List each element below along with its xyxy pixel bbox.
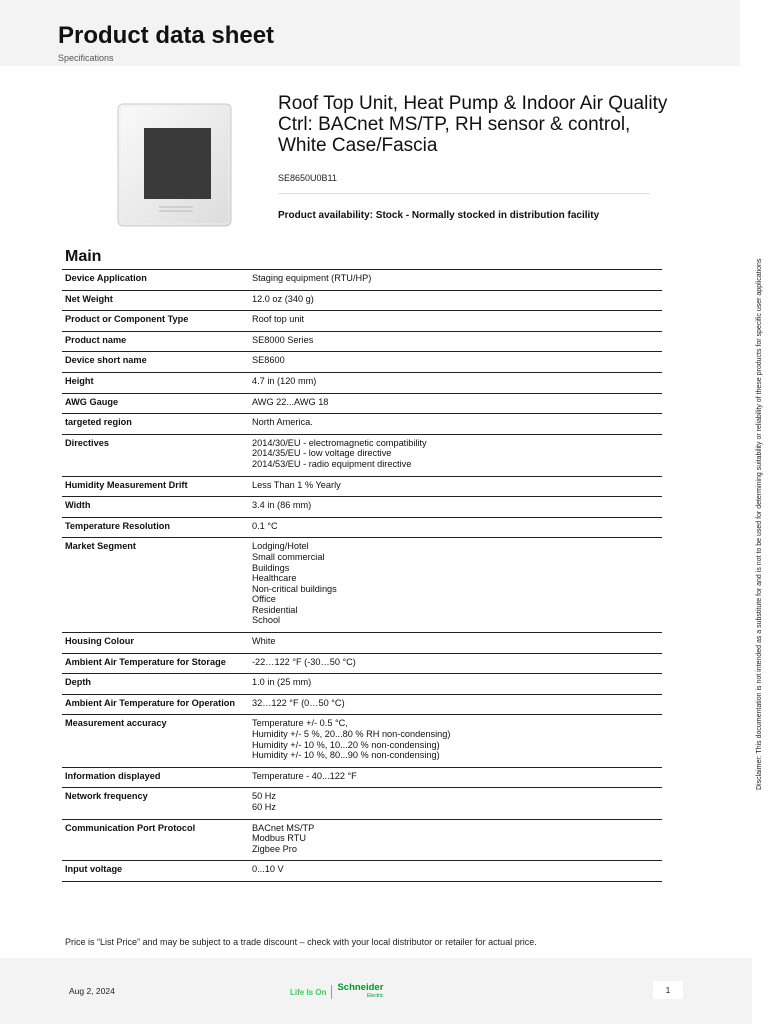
table-row	[62, 414, 662, 435]
spec-value	[249, 517, 662, 538]
spec-value-line: 32…122 °F (0…50 °C)	[252, 697, 345, 708]
spec-label: Input voltage	[62, 861, 249, 882]
spec-value-line: Less Than 1 % Yearly	[252, 479, 341, 490]
spec-value	[249, 290, 662, 311]
spec-value-line: Non-critical buildings	[252, 583, 337, 594]
table-row	[62, 476, 662, 497]
spec-value	[249, 311, 662, 332]
disclaimer-container	[744, 258, 768, 790]
table-row	[62, 290, 662, 311]
disclaimer-text: Disclaimer: This documentation is not intended as a substitute for and is not to be used for determining suitability or reliability of these products for specific user applications	[756, 258, 763, 790]
table-row	[62, 819, 662, 861]
page-number: 1	[653, 981, 683, 999]
spec-value-line: Buildings	[252, 562, 290, 573]
spec-value	[249, 674, 662, 695]
spec-label: targeted region	[62, 414, 249, 435]
section-title-main: Main	[65, 248, 102, 265]
spec-label: Humidity Measurement Drift	[62, 476, 249, 497]
product-availability: Product availability: Stock - Normally stocked in distribution facility	[278, 210, 600, 221]
table-row	[62, 497, 662, 518]
spec-value	[249, 270, 662, 291]
spec-value	[249, 476, 662, 497]
spec-value-line: Humidity +/- 10 %, 80...90 % non-condensing)	[252, 750, 440, 761]
table-row	[62, 694, 662, 715]
spec-value-line: AWG 22...AWG 18	[252, 396, 329, 407]
spec-value-line: 4.7 in (120 mm)	[252, 375, 317, 386]
spec-value	[249, 352, 662, 373]
spec-value-line: Temperature - 40...122 °F	[252, 770, 357, 781]
spec-value-line: 2014/53/EU - radio equipment directive	[252, 458, 412, 469]
spec-value-line: Temperature +/- 0.5 °C,	[252, 718, 348, 729]
tagline: Life Is On	[290, 987, 327, 997]
table-row	[62, 653, 662, 674]
page-subtitle: Specifications	[58, 53, 114, 63]
spec-label: Ambient Air Temperature for Storage	[62, 653, 249, 674]
spec-label: Depth	[62, 674, 249, 695]
spec-value	[249, 633, 662, 654]
page-title: Product data sheet	[58, 22, 275, 49]
table-row	[62, 517, 662, 538]
spec-value-line: Humidity +/- 10 %, 10...20 % non-condensing)	[252, 739, 440, 750]
spec-value	[249, 653, 662, 674]
spec-label: Width	[62, 497, 249, 518]
spec-value	[249, 393, 662, 414]
spec-value	[249, 372, 662, 393]
spec-label: Device short name	[62, 352, 249, 373]
spec-value	[249, 538, 662, 633]
spec-label: Ambient Air Temperature for Operation	[62, 694, 249, 715]
table-row	[62, 270, 662, 291]
brand-subname: Electric	[366, 993, 384, 999]
spec-value-line: North America.	[252, 417, 313, 428]
spec-value-line: 3.4 in (86 mm)	[252, 500, 312, 511]
spec-value-line: Healthcare	[252, 573, 297, 584]
spec-value-line: Modbus RTU	[252, 833, 306, 844]
spec-label: Network frequency	[62, 788, 249, 819]
product-title: Roof Top Unit, Heat Pump & Indoor Air Quality Ctrl: BACnet MS/TP, RH sensor & control, White Case/Fascia	[278, 93, 668, 156]
spec-value-line: Small commercial	[252, 551, 325, 562]
spec-value-line: 1.0 in (25 mm)	[252, 677, 312, 688]
spec-value	[249, 788, 662, 819]
spec-value	[249, 767, 662, 788]
spec-table	[62, 269, 662, 882]
table-row	[62, 331, 662, 352]
spec-label: Market Segment	[62, 538, 249, 633]
spec-label: Temperature Resolution	[62, 517, 249, 538]
spec-value	[249, 715, 662, 767]
spec-value-line: SE8600	[252, 355, 285, 366]
spec-label: Housing Colour	[62, 633, 249, 654]
table-row	[62, 372, 662, 393]
spec-label: Net Weight	[62, 290, 249, 311]
spec-label: Product or Component Type	[62, 311, 249, 332]
spec-value-line: 60 Hz	[252, 802, 277, 812]
table-row	[62, 788, 662, 819]
product-sku: SE8650U0B11	[278, 173, 337, 183]
spec-value-line: 0...10 V	[252, 864, 284, 875]
spec-value-line: 2014/35/EU - low voltage directive	[252, 448, 392, 459]
spec-label: AWG Gauge	[62, 393, 249, 414]
spec-value-line: 12.0 oz (340 g)	[252, 293, 314, 304]
brand-logo	[290, 982, 383, 1002]
table-row	[62, 633, 662, 654]
spec-value-line: Roof top unit	[252, 314, 305, 325]
spec-value	[249, 331, 662, 352]
footer-date: Aug 2, 2024	[69, 986, 115, 996]
table-row	[62, 715, 662, 767]
product-image	[117, 103, 232, 227]
spec-value-line: Lodging/Hotel	[252, 541, 309, 552]
spec-value-line: -22…122 °F (-30…50 °C)	[252, 656, 356, 667]
table-row	[62, 434, 662, 476]
spec-table-body	[62, 270, 662, 882]
spec-value-line: Residential	[252, 604, 298, 615]
spec-value-line: Office	[252, 594, 276, 605]
brand-name: Schneider	[337, 982, 384, 993]
spec-value-line: 50 Hz	[252, 791, 277, 802]
spec-label: Information displayed	[62, 767, 249, 788]
spec-value-line: 2014/30/EU - electromagnetic compatibility	[252, 437, 427, 448]
spec-value-line: BACnet MS/TP	[252, 822, 315, 833]
spec-label: Measurement accuracy	[62, 715, 249, 767]
table-row	[62, 538, 662, 633]
spec-label: Height	[62, 372, 249, 393]
spec-label: Communication Port Protocol	[62, 819, 249, 861]
spec-label: Device Application	[62, 270, 249, 291]
price-footnote: Price is “List Price” and may be subject to a trade discount – check with your local distributor or retailer for actual price.	[65, 937, 537, 947]
spec-label: Product name	[62, 331, 249, 352]
spec-label: Directives	[62, 434, 249, 476]
spec-value-line: White	[252, 636, 276, 647]
table-row	[62, 674, 662, 695]
table-row	[62, 861, 662, 882]
spec-value	[249, 414, 662, 435]
table-row	[62, 767, 662, 788]
spec-value	[249, 434, 662, 476]
table-row	[62, 393, 662, 414]
spec-value	[249, 861, 662, 882]
divider	[278, 193, 650, 194]
table-row	[62, 352, 662, 373]
spec-value	[249, 819, 662, 861]
table-row	[62, 311, 662, 332]
brand-wordmark	[337, 984, 383, 1000]
spec-value-line: 0.1 °C	[252, 520, 278, 531]
spec-value-line: SE8000 Series	[252, 334, 314, 345]
spec-value	[249, 497, 662, 518]
spec-value-line: Humidity +/- 5 %, 20...80 % RH non-condensing)	[252, 729, 451, 740]
logo-separator	[331, 985, 332, 999]
spec-value-line: School	[252, 615, 281, 626]
spec-value-line: Staging equipment (RTU/HP)	[252, 273, 372, 283]
spec-value-line: Zigbee Pro	[252, 843, 297, 854]
spec-value	[249, 694, 662, 715]
